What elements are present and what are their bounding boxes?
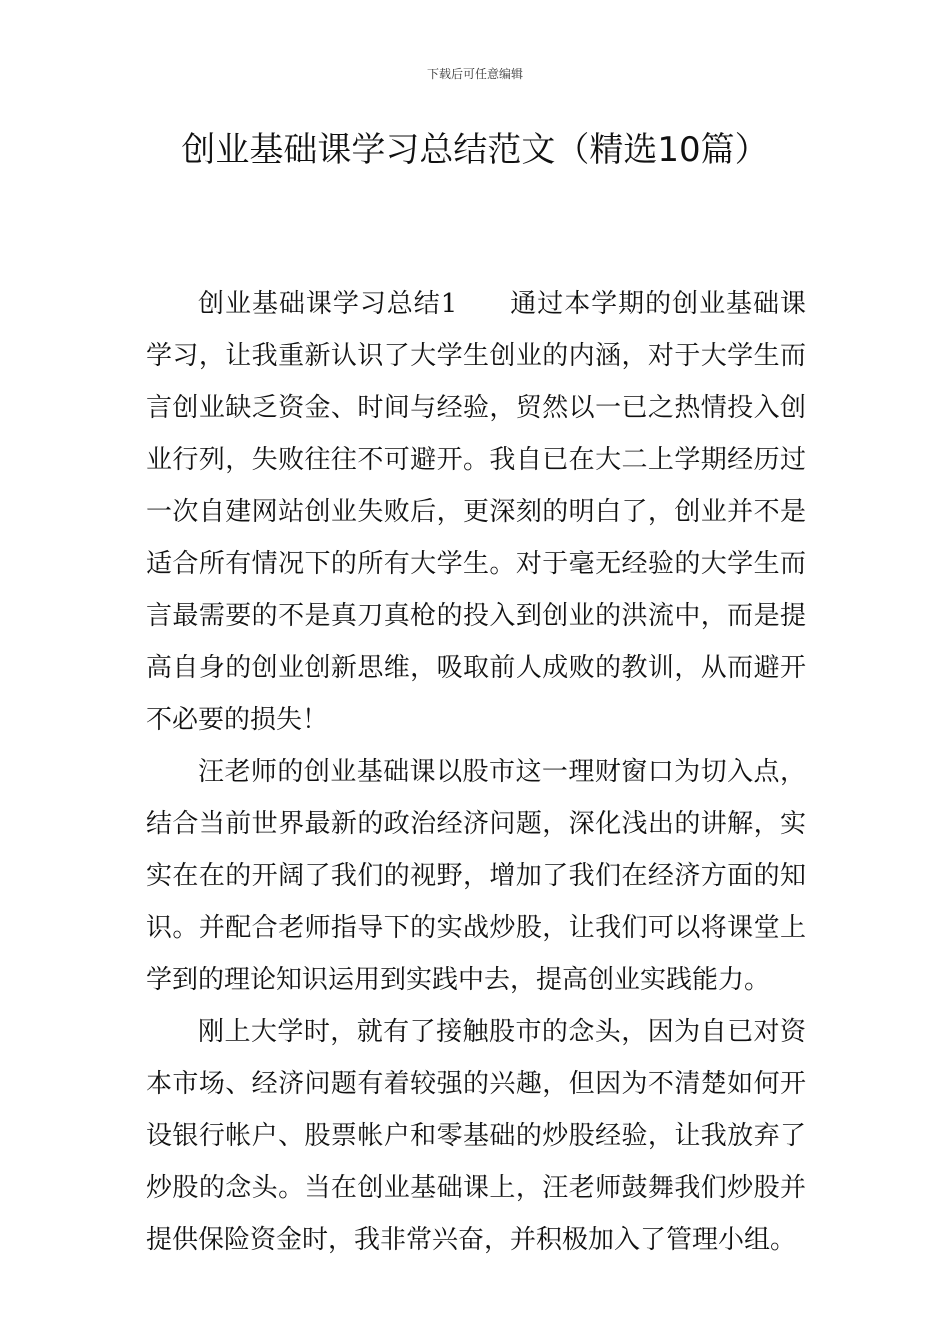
paragraph-1-text: 通过本学期的创业基础课学习，让我重新认识了大学生创业的内涵，对于大学生而言创业缺乏资金、时间与经验，贸然以一已之热情投入创业行列，失败往往不可避开。我自已在大二上学期经历过一次自建网站创业失败后，更深刻的明白了，创业并不是适合所有情况下的所有大学生。对于毫无经验的大学生而言最需要的不是真刀真枪的投入到创业的洪流中，而是提高自身的创业创新思维，吸取前人成败的教训，从而避开不必要的损失！ xyxy=(146,289,806,735)
document-title: 创业基础课学习总结范文（精选10篇） xyxy=(181,130,769,170)
paragraph-3: 刚上大学时，就有了接触股市的念头，因为自已对资本市场、经济问题有着较强的兴趣，但因为不清楚如何开设银行帐户、股票帐户和零基础的炒股经验，让我放弃了炒股的念头。当在创业基础课上，汪老师鼓舞我们炒股并提供保险资金时，我非常兴奋，并积极加入了管理小组。 xyxy=(146,1017,806,1255)
paragraph-1 xyxy=(146,278,806,746)
header-note: 下载后可任意编辑 xyxy=(426,67,523,81)
paragraph-2: 汪老师的创业基础课以股市这一理财窗口为切入点，结合当前世界最新的政治经济问题，深化浅出的讲解，实实在在的开阔了我们的视野，增加了我们在经济方面的知识。并配合老师指导下的实战炒股，让我们可以将课堂上学到的理论知识运用到实践中去，提高创业实践能力。 xyxy=(146,757,806,995)
document-body xyxy=(146,278,806,1266)
section-heading: 创业基础课学习总结1 xyxy=(198,289,458,319)
